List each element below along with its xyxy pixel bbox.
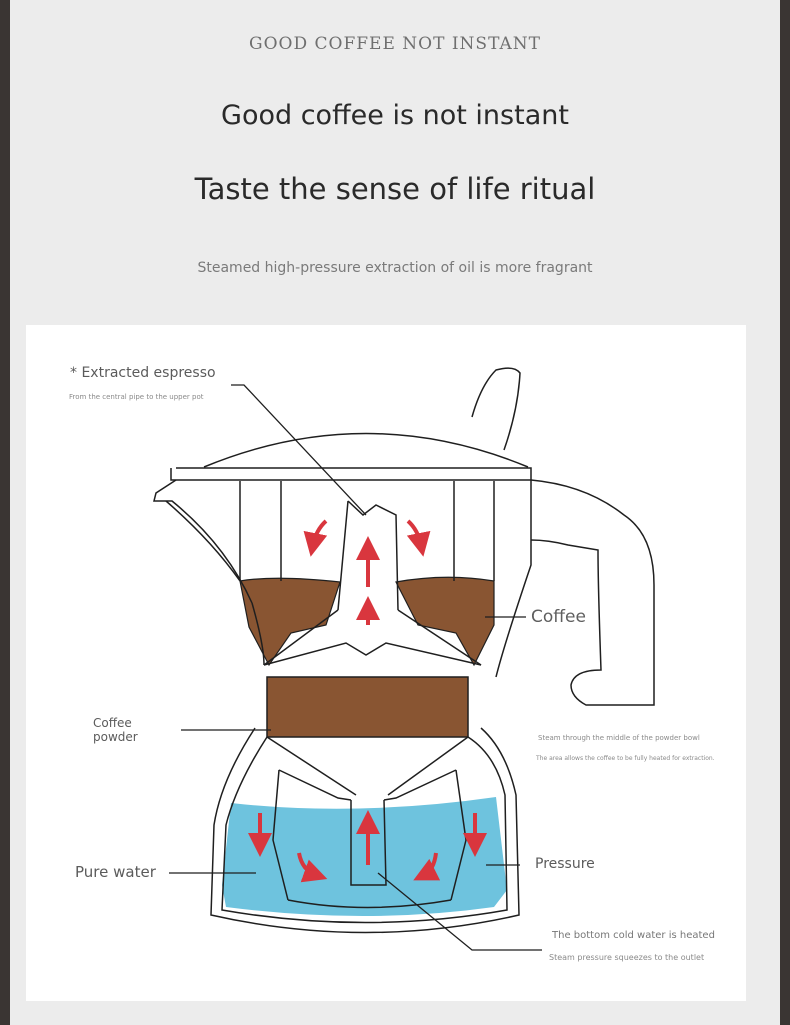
subtitle: Steamed high-pressure extraction of oil is more fragrant bbox=[197, 260, 593, 276]
extracted-espresso-label: * Extracted espresso bbox=[70, 365, 216, 381]
steam-note-2: The area allows the coffee to be fully heated for extraction. bbox=[536, 755, 715, 762]
bottom-note-2: Steam pressure squeezes to the outlet bbox=[549, 953, 705, 962]
brand-heading: GOOD COFFEE NOT INSTANT bbox=[249, 34, 541, 54]
pure-water-label: Pure water bbox=[75, 863, 156, 881]
coffee-right bbox=[396, 577, 494, 665]
coffee-label: Coffee bbox=[531, 607, 586, 627]
coffee-powder-basket bbox=[267, 677, 468, 737]
headline-secondary: Taste the sense of life ritual bbox=[194, 172, 596, 206]
coffee-left bbox=[240, 578, 340, 665]
headline-primary: Good coffee is not instant bbox=[221, 100, 569, 131]
diagram-card bbox=[26, 325, 746, 1001]
steam-note-1: Steam through the middle of the powder bowl bbox=[538, 734, 700, 742]
extracted-espresso-note: From the central pipe to the upper pot bbox=[69, 393, 204, 401]
bottom-note-1: The bottom cold water is heated bbox=[552, 930, 715, 941]
moka-pot-diagram bbox=[26, 325, 746, 1001]
water-fill bbox=[222, 797, 507, 916]
pressure-label: Pressure bbox=[535, 856, 595, 872]
coffee-powder-label: Coffee powder bbox=[93, 716, 138, 744]
